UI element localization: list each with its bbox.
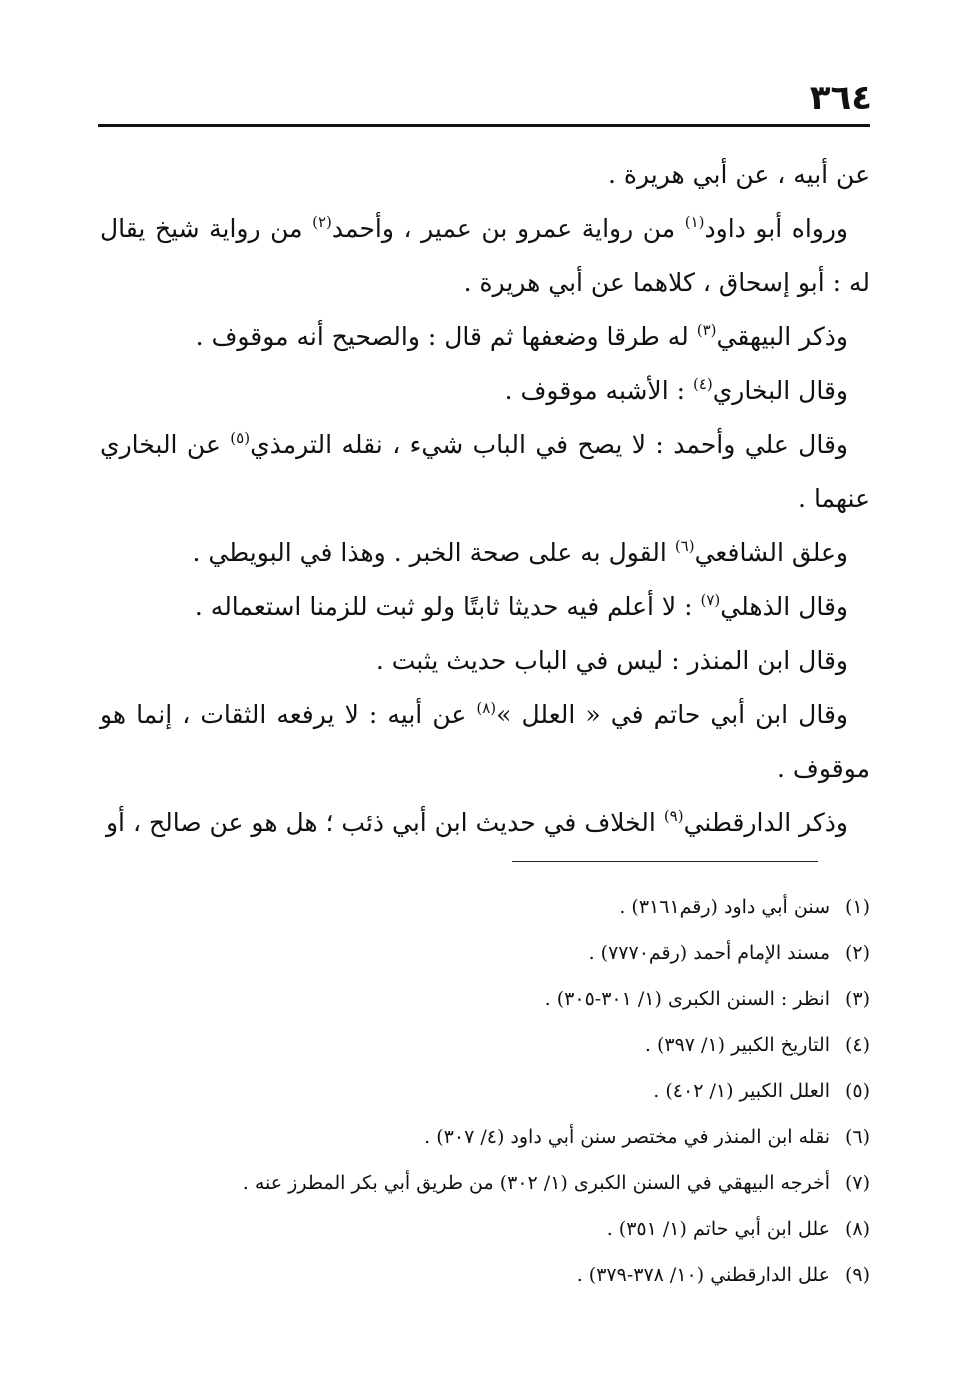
footnote-reference: (٩) [663,807,684,825]
paragraph-text: ورواه أبو داود [704,214,848,243]
paragraph [100,418,870,526]
paragraph-text: وذكر الدارقطني [683,808,848,837]
paragraph-text: عن أبيه : لا يرفعه الثقات ، إنما هو موقوف . [100,700,870,783]
footnote-number: (٨) [844,1218,870,1240]
paragraph-text: : الأشبه موقوف . [504,376,693,405]
footnote-reference: (٤) [692,375,713,393]
footnote-text: العلل الكبير (١/ ٤٠٢) . [653,1080,830,1102]
footnote-reference: (٨) [476,699,497,717]
paragraph-text: وذكر البيهقي [716,322,848,351]
footnote-text: التاريخ الكبير (١/ ٣٩٧) . [644,1034,830,1056]
footnote-number: (٦) [844,1126,870,1148]
paragraph-text: وقال علي وأحمد : لا يصح في الباب شيء ، نقله الترمذي [250,430,848,459]
paragraph-text: له طرقا وضعفها ثم قال : والصحيح أنه موقوف . [195,322,697,351]
footnote-number: (٣) [844,988,870,1010]
paragraph [100,526,870,580]
footnote-item [110,1160,870,1206]
footnote-text: علل ابن أبي حاتم (١/ ٣٥١) . [606,1218,830,1240]
footnote-number: (١) [844,896,870,918]
footnote-reference: (٢) [312,213,332,231]
paragraph [100,364,870,418]
paragraph-text: من رواية عمرو بن عمير ، وأحمد [331,214,685,243]
footnote-item [110,1206,870,1252]
footnote-reference: (٥) [230,429,251,447]
footnote-text: أخرجه البيهقي في السنن الكبرى (١/ ٣٠٢) من طريق أبي بكر المطرز عنه . [242,1172,830,1194]
footnote-text: نقله ابن المنذر في مختصر سنن أبي داود (٤/ ٣٠٧) . [424,1126,830,1148]
footnote-item [110,884,870,930]
footnote-reference: (٦) [674,537,695,555]
footnote-number: (٥) [844,1080,870,1102]
main-text [100,148,870,850]
footnote-text: علل الدارقطني (١٠/ ٣٧٨-٣٧٩) . [576,1264,830,1286]
paragraph [100,796,870,850]
paragraph-text: من رواية شيخ يقال له : أبو إسحاق ، كلاهما عن أبي هريرة . [100,214,870,297]
footnote-separator [512,861,818,862]
footnote-number: (٩) [844,1264,870,1286]
paragraph-text: عن البخاري عنهما . [100,430,870,513]
paragraph-text: وقال ابن أبي حاتم في « العلل » [496,700,848,729]
footnote-item [110,1022,870,1068]
paragraph-text: عن أبيه ، عن أبي هريرة . [607,160,870,189]
footnote-item [110,1114,870,1160]
paragraph [100,148,870,202]
footnote-item [110,930,870,976]
page-number: ٣٦٤ [809,78,872,118]
footnote-reference: (١) [684,213,705,231]
paragraph [100,634,870,688]
footnote-text: مسند الإمام أحمد (رقم٧٧٧٠) . [588,942,830,964]
paragraph-text: : لا أعلم فيه حديثا ثابتًا ولو ثبت للزمنا استعماله . [194,592,701,621]
paragraph [100,580,870,634]
footnote-item [110,976,870,1022]
footnote-number: (٧) [844,1172,870,1194]
footnote-reference: (٧) [700,591,721,609]
paragraph-text: وقال الذهلي [720,592,848,621]
paragraph-text: وقال البخاري [712,376,848,405]
paragraph-text: الخلاف في حديث ابن أبي ذئب ؛ هل هو عن صالح ، أو [105,808,664,837]
paragraph [100,688,870,796]
footnote-number: (٢) [844,942,870,964]
footnote-item [110,1068,870,1114]
footnote-reference: (٣) [696,321,717,339]
paragraph-text: وعلق الشافعي [694,538,848,567]
header-rule [98,124,870,127]
paragraph [100,310,870,364]
footnote-text: انظر : السنن الكبرى (١/ ٣٠١-٣٠٥) . [544,988,830,1010]
paragraph-text: وقال ابن المنذر : ليس في الباب حديث يثبت . [375,646,848,675]
footnote-text: سنن أبي داود (رقم٣١٦١) . [619,896,830,918]
footnotes-list [110,884,870,1298]
paragraph-text: القول به على صحة الخبر . وهذا في البويطي . [192,538,675,567]
footnote-number: (٤) [844,1034,870,1056]
footnote-item [110,1252,870,1298]
paragraph [100,202,870,310]
